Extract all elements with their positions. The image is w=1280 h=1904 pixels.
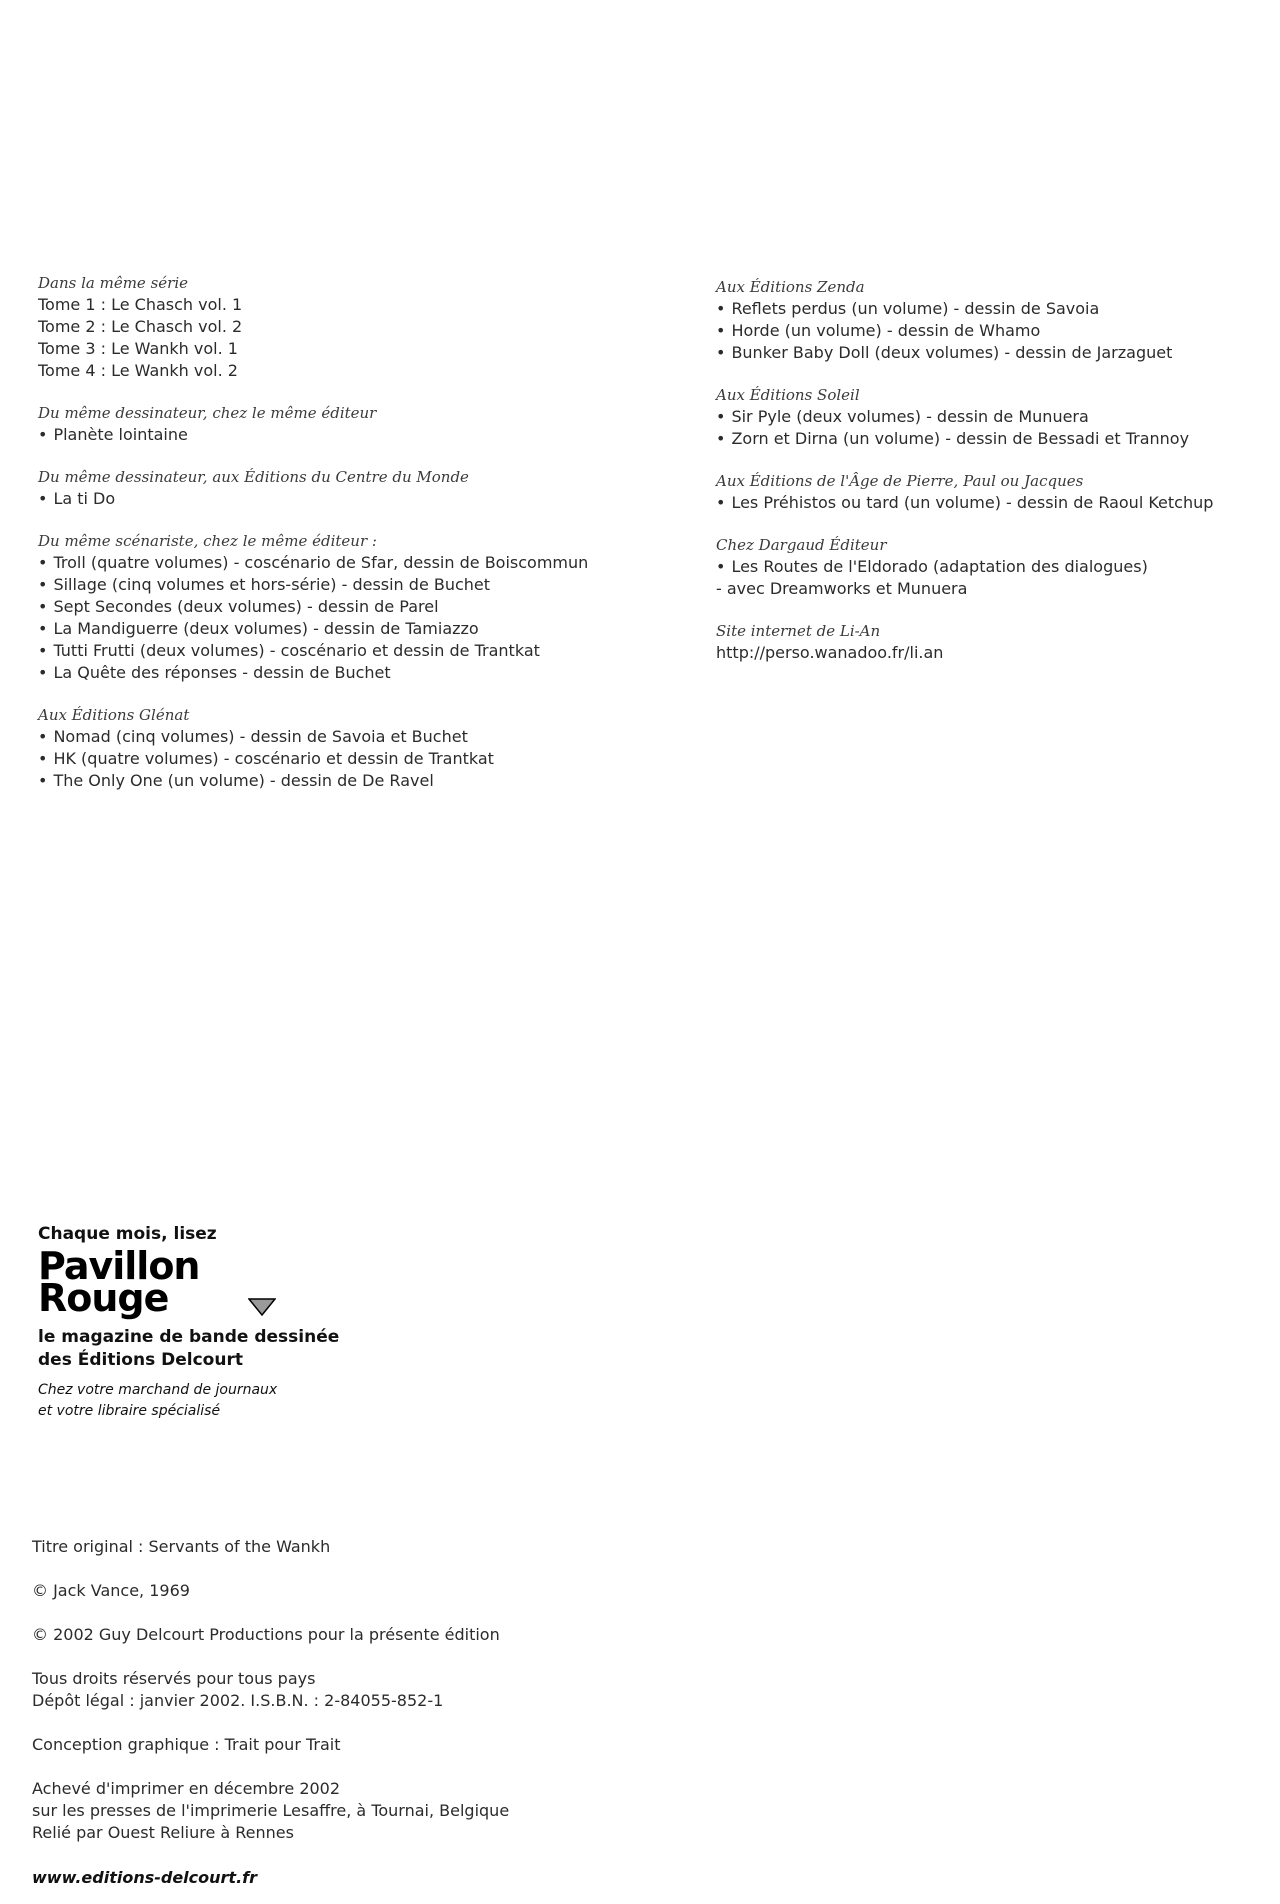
where-to-buy (38, 1380, 378, 1422)
section-heading: Aux Éditions Glénat (38, 706, 190, 724)
logo-triangle-icon (248, 1298, 276, 1316)
bibliography-right-column (716, 276, 1256, 684)
bibliography-entry: • Planète lointaine (38, 424, 678, 446)
bibliography-entry: Tome 4 : Le Wankh vol. 2 (38, 361, 238, 380)
section-heading: Du même scénariste, chez le même éditeur : (38, 532, 377, 550)
logo-line-pavillon: Pavillon (38, 1244, 200, 1288)
bibliography-entry: Tome 1 : Le Chasch vol. 1 (38, 295, 243, 314)
left-section (38, 530, 678, 684)
left-section (38, 466, 678, 510)
bibliography-entry: - avec Dreamworks et Munuera (716, 579, 968, 598)
left-section (38, 704, 678, 792)
colophon-line: Achevé d'imprimer en décembre 2002 (32, 1779, 341, 1798)
promo-intro: Chaque mois, lisez (38, 1224, 217, 1244)
section-heading: Chez Dargaud Éditeur (716, 536, 887, 554)
publisher-website: www.editions-delcourt.fr (32, 1868, 257, 1887)
where-line-2: et votre libraire spécialisé (38, 1403, 221, 1419)
bibliography-entry: • La Quête des réponses - dessin de Buchet (38, 662, 678, 684)
pavillon-rouge-logo (38, 1244, 298, 1320)
bibliography-entry: • Troll (quatre volumes) - coscénario de Sfar, dessin de Boiscommun (38, 552, 678, 574)
left-section (38, 402, 678, 446)
section-heading: Aux Éditions de l'Âge de Pierre, Paul ou Jacques (716, 472, 1084, 490)
colophon-block (32, 1624, 732, 1646)
colophon-line: © Jack Vance, 1969 (32, 1581, 190, 1600)
where-line-1: Chez votre marchand de journaux (38, 1382, 278, 1398)
section-heading: Aux Éditions Zenda (716, 278, 865, 296)
colophon-block (32, 1734, 732, 1756)
bibliography-entry: • Sillage (cinq volumes et hors-série) - dessin de Buchet (38, 574, 678, 596)
bibliography-left-column (38, 272, 678, 812)
bibliography-entry: • Les Routes de l'Eldorado (adaptation des dialogues) (716, 556, 1256, 578)
pavillon-rouge-promo (38, 1224, 378, 1422)
logo-line-rouge: Rouge (38, 1276, 169, 1320)
colophon-line: sur les presses de l'imprimerie Lesaffre, à Tournai, Belgique (32, 1801, 510, 1820)
colophon-block (32, 1778, 732, 1844)
bibliography-entry: • Horde (un volume) - dessin de Whamo (716, 320, 1256, 342)
bibliography-entry: • Nomad (cinq volumes) - dessin de Savoia et Buchet (38, 726, 678, 748)
right-section (716, 620, 1256, 664)
magazine-description (38, 1326, 378, 1372)
colophon-line: Relié par Ouest Reliure à Rennes (32, 1823, 294, 1842)
bibliography-entry: • Les Préhistos ou tard (un volume) - dessin de Raoul Ketchup (716, 492, 1256, 514)
left-section (38, 272, 678, 382)
colophon-line: Titre original : Servants of the Wankh (32, 1537, 331, 1556)
bibliography-entry: Tome 2 : Le Chasch vol. 2 (38, 317, 243, 336)
section-heading: Aux Éditions Soleil (716, 386, 860, 404)
colophon-block (32, 1536, 732, 1558)
bibliography-entry: Tome 3 : Le Wankh vol. 1 (38, 339, 238, 358)
right-section (716, 384, 1256, 450)
colophon-line: © 2002 Guy Delcourt Productions pour la présente édition (32, 1625, 500, 1644)
colophon-line: Tous droits réservés pour tous pays (32, 1669, 316, 1688)
colophon-block (32, 1580, 732, 1602)
bibliography-entry: • Sir Pyle (deux volumes) - dessin de Munuera (716, 406, 1256, 428)
section-heading: Du même dessinateur, aux Éditions du Centre du Monde (38, 468, 469, 486)
bibliography-entry: • HK (quatre volumes) - coscénario et dessin de Trantkat (38, 748, 678, 770)
bibliography-entry: • Bunker Baby Doll (deux volumes) - dessin de Jarzaguet (716, 342, 1256, 364)
colophon (32, 1536, 732, 1866)
bibliography-entry: • Reflets perdus (un volume) - dessin de Savoia (716, 298, 1256, 320)
right-section (716, 470, 1256, 514)
magazine-line-2: des Éditions Delcourt (38, 1350, 243, 1370)
bibliography-entry: http://perso.wanadoo.fr/li.an (716, 643, 944, 662)
colophon-line: Dépôt légal : janvier 2002. I.S.B.N. : 2-84055-852-1 (32, 1691, 444, 1710)
section-heading: Du même dessinateur, chez le même éditeur (38, 404, 377, 422)
section-heading: Site internet de Li-An (716, 622, 881, 640)
bibliography-entry: • Sept Secondes (deux volumes) - dessin de Parel (38, 596, 678, 618)
colophon-line: Conception graphique : Trait pour Trait (32, 1735, 341, 1754)
right-section (716, 534, 1256, 600)
section-heading: Dans la même série (38, 274, 188, 292)
bibliography-entry: • Zorn et Dirna (un volume) - dessin de Bessadi et Trannoy (716, 428, 1256, 450)
bibliography-entry: • La ti Do (38, 488, 678, 510)
bibliography-entry: • The Only One (un volume) - dessin de De Ravel (38, 770, 678, 792)
right-section (716, 276, 1256, 364)
bibliography-entry: • Tutti Frutti (deux volumes) - coscénario et dessin de Trantkat (38, 640, 678, 662)
bibliography-entry: • La Mandiguerre (deux volumes) - dessin de Tamiazzo (38, 618, 678, 640)
colophon-block (32, 1668, 732, 1712)
magazine-line-1: le magazine de bande dessinée (38, 1327, 340, 1347)
